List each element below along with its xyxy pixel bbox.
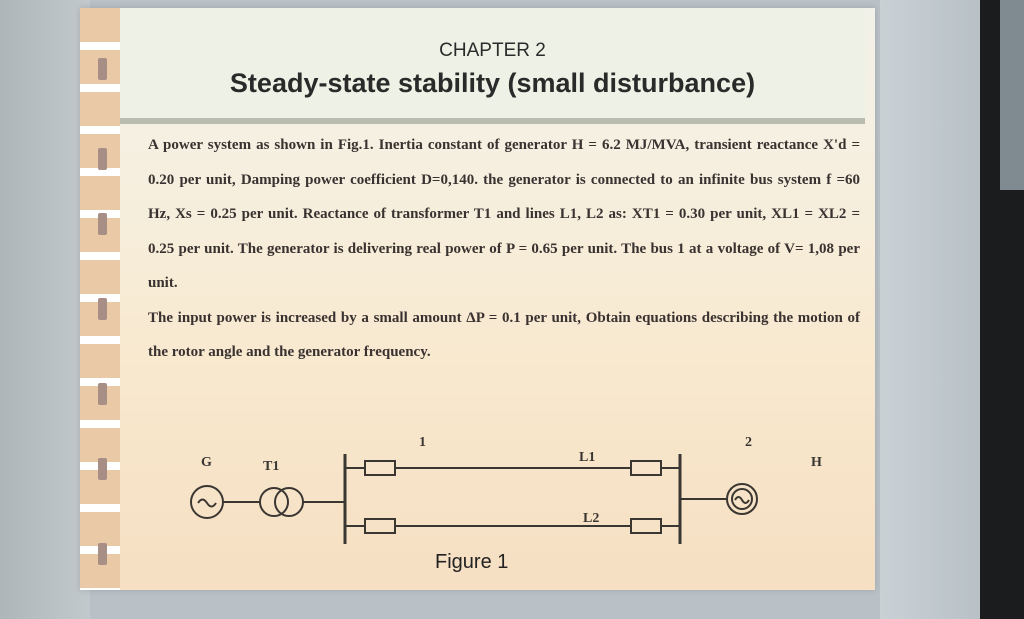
decorative-mark [98,58,107,80]
breaker-l1-bus1 [365,461,395,475]
decorative-mark [98,543,107,565]
transformer-label: T1 [263,459,280,474]
wall-right [880,0,980,619]
problem-statement [148,128,860,370]
decorative-mark [98,298,107,320]
wall-left [0,0,90,619]
header-divider [120,118,865,124]
slide-title: Steady-state stability (small disturbance) [229,68,756,98]
breaker-l2-bus2 [631,519,661,533]
bus-1-label: 1 [419,435,426,450]
one-line-diagram [175,426,822,551]
decorative-mark [98,383,107,405]
generator-sine [198,500,216,507]
figure-caption: Figure 1 [435,551,509,573]
bus-2-label: 2 [745,435,752,450]
problem-paragraph-1: A power system as shown in Fig.1. Inertia constant of generator H = 6.2 MJ/MVA, transient reactance X'd = 0.20 per unit, Damping power coefficient D=0,140. the generator is connected to an infinite bus system f =60 Hz, Xs = 0.25 per unit. Reactance of transformer T1 and lines L1, L2 as: XT1 = 0.30 per unit, XL1 = XL2 = 0.25 per unit. The generator is delivering real power of P = 0.65 per unit. The bus 1 at a voltage of V= 1,08 per unit. [148,137,860,291]
decorative-mark [98,148,107,170]
decorative-mark [98,458,107,480]
slide-header [120,8,865,118]
infinite-bus-label: H [811,455,822,470]
problem-paragraph-2: The input power is increased by a small amount ΔP = 0.1 per unit, Obtain equations describing the motion of the rotor angle and the generator frequency. [148,309,860,360]
projected-slide [80,8,875,590]
line-l1-label: L1 [579,450,596,465]
breaker-l1-bus2 [631,461,661,475]
decorative-mark [98,213,107,235]
chapter-label: CHAPTER 2 [439,40,546,61]
breaker-l2-bus1 [365,519,395,533]
screen-frame-panel [1000,0,1024,190]
generator-label: G [201,455,212,470]
line-l2-label: L2 [583,511,600,526]
